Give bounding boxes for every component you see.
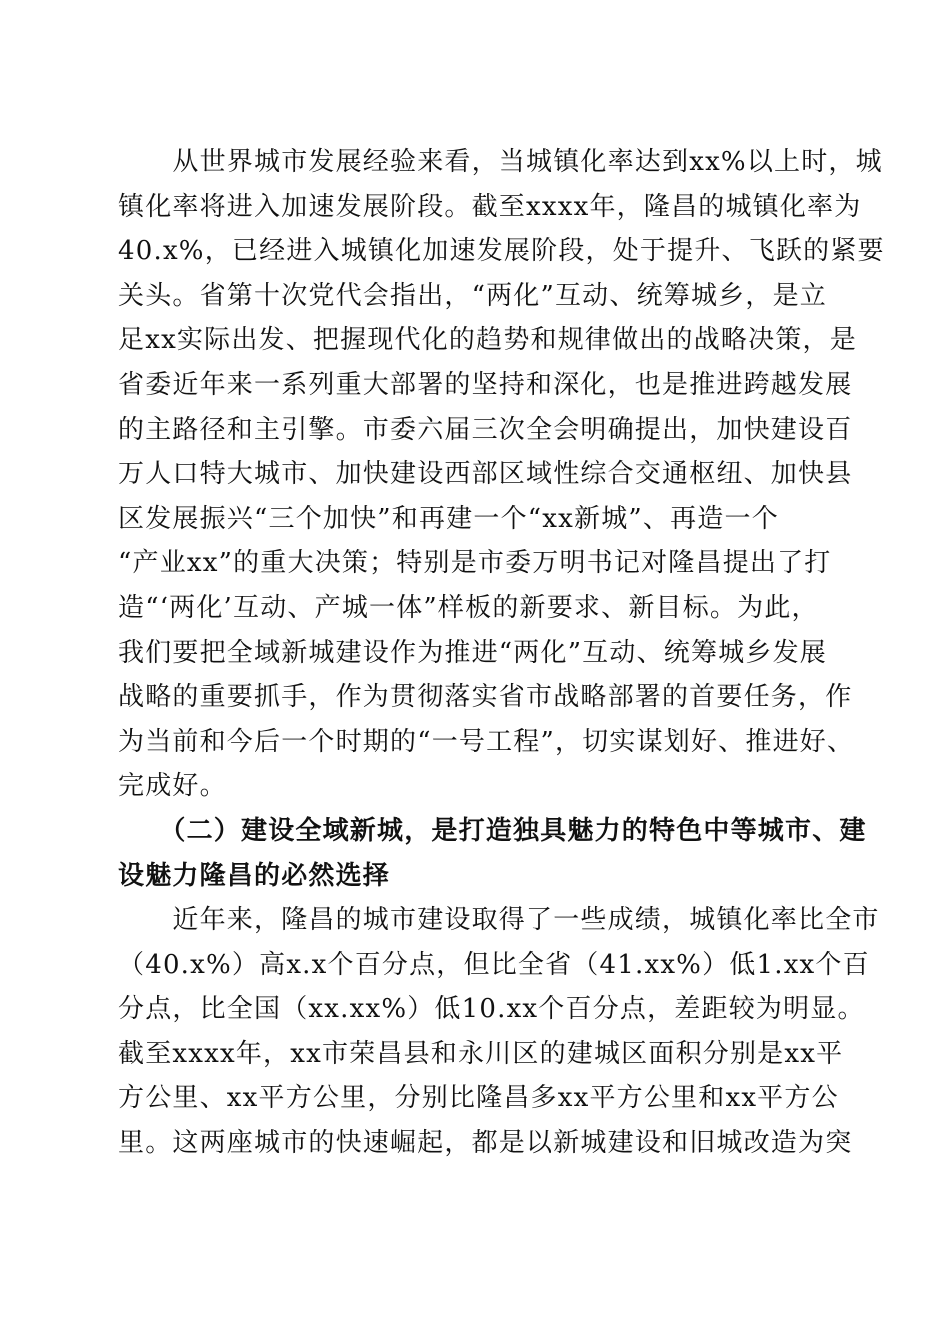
text-line: 我们要把全域新城建设作为推进“两化”互动、统筹城乡发展 <box>118 637 827 668</box>
text-line: 完成好。 <box>118 771 227 802</box>
text-line: 万人口特大城市、加快建设西部区域性综合交通枢纽、加快县 <box>118 459 853 490</box>
text-line: “产业xx”的重大决策；特别是市委万明书记对隆昌提出了打 <box>118 548 832 579</box>
text-line: 关头。省第十次党代会指出，“两化”互动、统筹城乡，是立 <box>118 280 827 311</box>
text-line: 近年来，隆昌的城市建设取得了一些成绩，城镇化率比全市 <box>118 905 880 936</box>
text-line: 的主路径和主引擎。市委六届三次全会明确提出，加快建设百 <box>118 414 853 445</box>
text-line: 截至xxxx年，xx市荣昌县和永川区的建城区面积分别是xx平 <box>118 1038 844 1069</box>
section-heading <box>118 809 867 898</box>
text-line: 省委近年来一系列重大部署的坚持和深化，也是推进跨越发展 <box>118 369 853 400</box>
text-line: 为当前和今后一个时期的“一号工程”，切实谋划好、推进好、 <box>118 726 855 757</box>
paragraph-urbanization-stage <box>118 140 885 809</box>
text-line: 镇化率将进入加速发展阶段。截至xxxx年，隆昌的城镇化率为 <box>118 191 862 222</box>
text-line: 里。这两座城市的快速崛起，都是以新城建设和旧城改造为突 <box>118 1128 853 1159</box>
heading-line: （二）建设全域新城，是打造独具魅力的特色中等城市、建 <box>118 815 867 846</box>
heading-line: 设魅力隆昌的必然选择 <box>118 860 391 891</box>
paragraph-city-comparison <box>118 898 880 1166</box>
text-line: 方公里、xx平方公里，分别比隆昌多xx平方公里和xx平方公 <box>118 1083 839 1114</box>
text-line: 40.x%，已经进入城镇化加速发展阶段，处于提升、飞跃的紧要 <box>118 236 885 267</box>
text-line: 区发展振兴“三个加快”和再建一个“xx新城”、再造一个 <box>118 503 779 534</box>
text-line: 分点，比全国（xx.xx%）低10.xx个百分点，差距较为明显。 <box>118 994 865 1025</box>
text-line: 造“‘两化’互动、产城一体”样板的新要求、新目标。为此， <box>118 592 819 623</box>
text-line: （40.x%）高x.x个百分点，但比全省（41.xx%）低1.xx个百 <box>118 949 870 980</box>
text-line: 足xx实际出发、把握现代化的趋势和规律做出的战略决策，是 <box>118 325 857 356</box>
text-line: 战略的重要抓手，作为贯彻落实省市战略部署的首要任务，作 <box>118 682 853 713</box>
document-page <box>118 140 885 1166</box>
text-line: 从世界城市发展经验来看，当城镇化率达到xx%以上时，城 <box>118 147 883 177</box>
